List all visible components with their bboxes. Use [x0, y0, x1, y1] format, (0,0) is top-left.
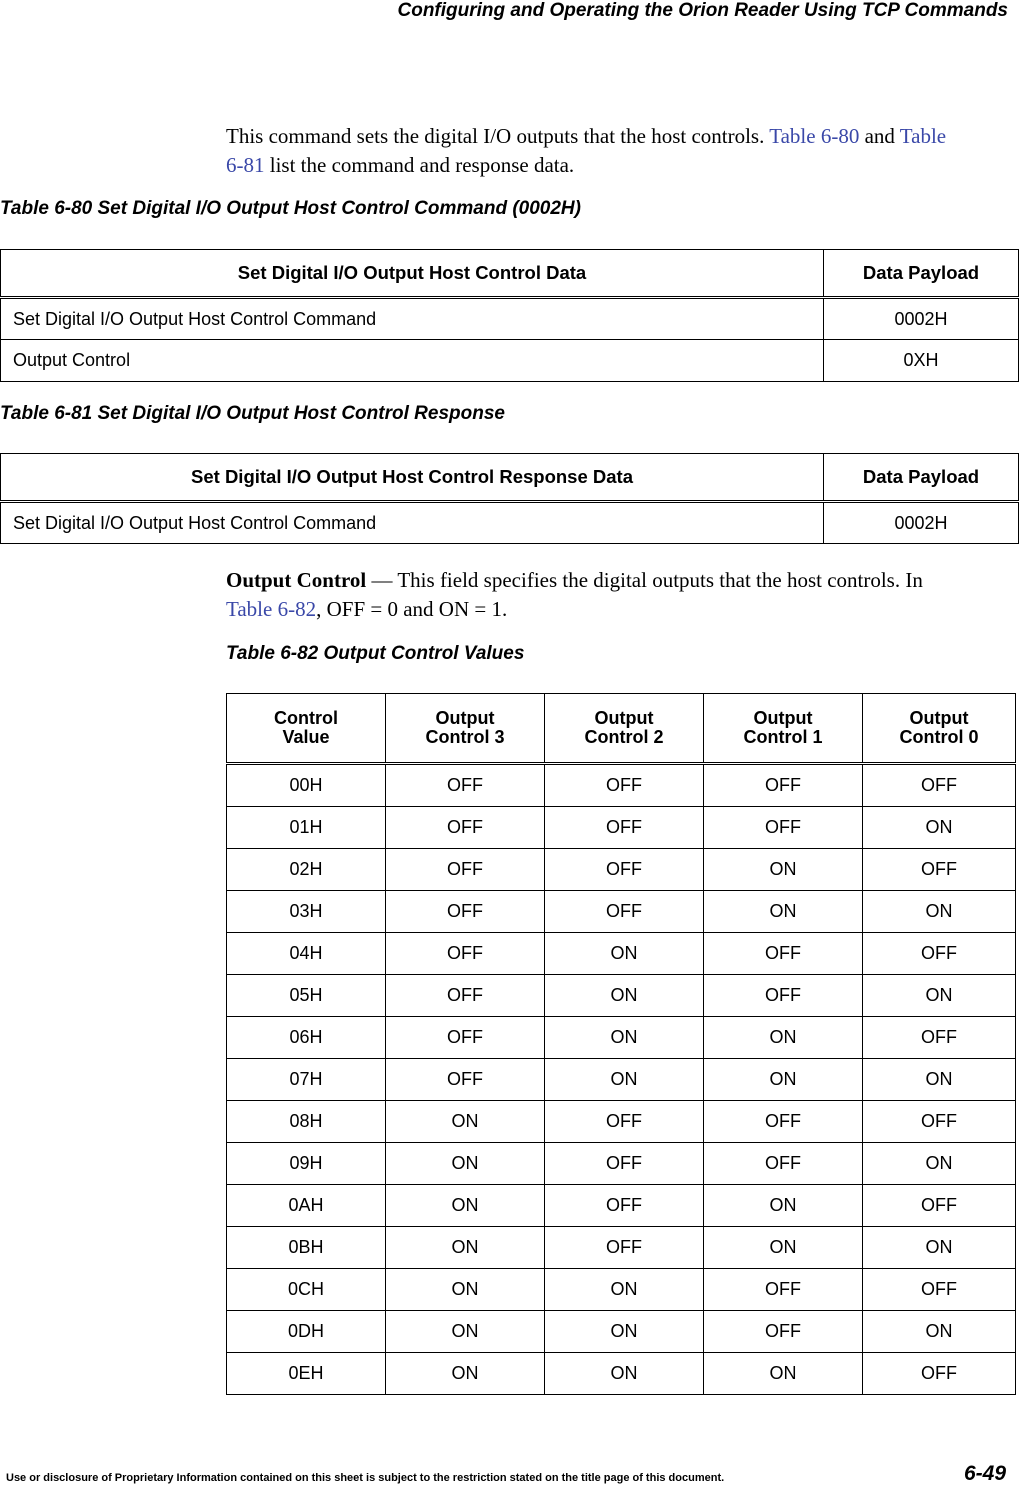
table-cell: 04H: [227, 933, 386, 975]
table-cell: OFF: [863, 933, 1016, 975]
table-row: [1, 340, 1019, 382]
table-cell: OFF: [704, 1311, 863, 1353]
table-6-80-caption: Table 6-80 Set Digital I/O Output Host Control Command (0002H): [0, 198, 581, 219]
table-cell: ON: [704, 1227, 863, 1269]
table-6-81: [0, 453, 1019, 544]
table-cell: Set Digital I/O Output Host Control Command: [1, 502, 824, 544]
table-cell: OFF: [704, 1143, 863, 1185]
table-cell: ON: [545, 1059, 704, 1101]
table-cell: OFF: [863, 849, 1016, 891]
table-cell: Set Digital I/O Output Host Control Command: [1, 298, 824, 340]
table-row: [227, 1227, 1016, 1269]
table-row: [227, 1185, 1016, 1227]
table-cell: ON: [704, 1185, 863, 1227]
intro-text-end: list the command and response data.: [264, 153, 575, 177]
table-cell: OFF: [545, 849, 704, 891]
table-cell: ON: [386, 1353, 545, 1395]
footer-notice: Use or disclosure of Proprietary Information contained on this sheet is subject to the restriction stated on the title page of this document.: [6, 1472, 725, 1484]
table-header: Data Payload: [824, 250, 1019, 298]
table-cell: ON: [863, 1311, 1016, 1353]
table-cell: 05H: [227, 975, 386, 1017]
table-cell: OFF: [863, 1101, 1016, 1143]
table-cell: ON: [545, 1017, 704, 1059]
table-cell: ON: [545, 975, 704, 1017]
table-cell: ON: [863, 1059, 1016, 1101]
table-row: [227, 1353, 1016, 1395]
table-row: [227, 1311, 1016, 1353]
table-cell: OFF: [545, 891, 704, 933]
table-cell: OFF: [545, 1227, 704, 1269]
table-6-82-caption: Table 6-82 Output Control Values: [226, 643, 525, 664]
intro-paragraph: [226, 122, 1006, 180]
table-cell: OFF: [386, 1017, 545, 1059]
table-cell: OFF: [545, 807, 704, 849]
table-cell: ON: [863, 975, 1016, 1017]
table-cell: ON: [386, 1311, 545, 1353]
intro-text: This command sets the digital I/O outputs that the host controls.: [226, 124, 770, 148]
table-cell: 0002H: [824, 298, 1019, 340]
table-header: Data Payload: [824, 454, 1019, 502]
output-control-term: Output Control: [226, 568, 367, 592]
output-control-text: — This field specifies the digital outputs that the host controls. In: [366, 568, 923, 592]
table-6-81-caption: Table 6-81 Set Digital I/O Output Host Control Response: [0, 403, 505, 424]
table-row: [227, 1017, 1016, 1059]
table-cell: 0CH: [227, 1269, 386, 1311]
table-cell: OFF: [386, 1059, 545, 1101]
table-cell: ON: [386, 1269, 545, 1311]
table-cell: OFF: [545, 1143, 704, 1185]
table-header: Output Control 3: [386, 694, 545, 764]
table-cell: OFF: [386, 807, 545, 849]
table-cell: 07H: [227, 1059, 386, 1101]
table-cell: 0EH: [227, 1353, 386, 1395]
table-cell: ON: [863, 1227, 1016, 1269]
table-cell: OFF: [704, 1101, 863, 1143]
link-table-6-81[interactable]: Table 6-81: [226, 124, 947, 177]
table-cell: OFF: [386, 891, 545, 933]
table-cell: ON: [863, 1143, 1016, 1185]
table-row: [227, 807, 1016, 849]
output-control-paragraph: [226, 566, 1006, 624]
table-cell: ON: [704, 891, 863, 933]
table-6-82: [226, 693, 1016, 1395]
table-cell: ON: [386, 1101, 545, 1143]
link-table-6-82[interactable]: Table 6-82: [226, 597, 317, 621]
table-cell: 0002H: [824, 502, 1019, 544]
intro-text-mid: and: [859, 124, 900, 148]
table-cell: ON: [545, 933, 704, 975]
table-cell: OFF: [386, 764, 545, 807]
table-row: [227, 764, 1016, 807]
table-cell: ON: [386, 1227, 545, 1269]
table-cell: OFF: [704, 975, 863, 1017]
table-header: Set Digital I/O Output Host Control Response Data: [1, 454, 824, 502]
table-cell: 0DH: [227, 1311, 386, 1353]
table-header: Control Value: [227, 694, 386, 764]
table-6-80: [0, 249, 1019, 382]
table-cell: OFF: [545, 1185, 704, 1227]
table-cell: ON: [704, 849, 863, 891]
table-cell: OFF: [704, 807, 863, 849]
table-cell: ON: [386, 1143, 545, 1185]
table-cell: 06H: [227, 1017, 386, 1059]
table-row: [227, 933, 1016, 975]
page-number: 6-49: [963, 1462, 1006, 1485]
table-header: Set Digital I/O Output Host Control Data: [1, 250, 824, 298]
table-cell: Output Control: [1, 340, 824, 382]
table-cell: OFF: [704, 764, 863, 807]
running-header: Configuring and Operating the Orion Reader Using TCP Commands: [397, 0, 1008, 21]
table-cell: OFF: [863, 1269, 1016, 1311]
link-table-6-80[interactable]: Table 6-80: [769, 124, 860, 148]
table-row: [227, 1101, 1016, 1143]
table-cell: OFF: [863, 1353, 1016, 1395]
table-cell: 02H: [227, 849, 386, 891]
table-cell: OFF: [386, 933, 545, 975]
table-cell: ON: [704, 1017, 863, 1059]
table-cell: 0BH: [227, 1227, 386, 1269]
table-cell: ON: [545, 1353, 704, 1395]
table-cell: ON: [386, 1185, 545, 1227]
table-header: Output Control 1: [704, 694, 863, 764]
table-cell: 0AH: [227, 1185, 386, 1227]
table-cell: OFF: [863, 764, 1016, 807]
table-cell: 08H: [227, 1101, 386, 1143]
table-cell: 0XH: [824, 340, 1019, 382]
table-cell: OFF: [386, 975, 545, 1017]
table-cell: OFF: [545, 1101, 704, 1143]
table-cell: ON: [704, 1353, 863, 1395]
table-cell: ON: [704, 1059, 863, 1101]
table-cell: 03H: [227, 891, 386, 933]
table-row: [227, 1059, 1016, 1101]
table-cell: OFF: [704, 1269, 863, 1311]
table-cell: ON: [545, 1269, 704, 1311]
table-row: [227, 891, 1016, 933]
table-cell: 01H: [227, 807, 386, 849]
table-row: [227, 975, 1016, 1017]
output-control-text-end: , OFF = 0 and ON = 1.: [316, 597, 508, 621]
table-cell: OFF: [704, 933, 863, 975]
table-header: Output Control 2: [545, 694, 704, 764]
table-cell: OFF: [863, 1017, 1016, 1059]
table-cell: OFF: [386, 849, 545, 891]
table-row: [1, 502, 1019, 544]
table-row: [227, 849, 1016, 891]
table-cell: OFF: [863, 1185, 1016, 1227]
table-row: [227, 1269, 1016, 1311]
table-cell: 00H: [227, 764, 386, 807]
table-header: Output Control 0: [863, 694, 1016, 764]
table-cell: 09H: [227, 1143, 386, 1185]
table-row: [1, 298, 1019, 340]
table-cell: OFF: [545, 764, 704, 807]
table-row: [227, 1143, 1016, 1185]
table-cell: ON: [863, 807, 1016, 849]
table-cell: ON: [545, 1311, 704, 1353]
table-cell: ON: [863, 891, 1016, 933]
